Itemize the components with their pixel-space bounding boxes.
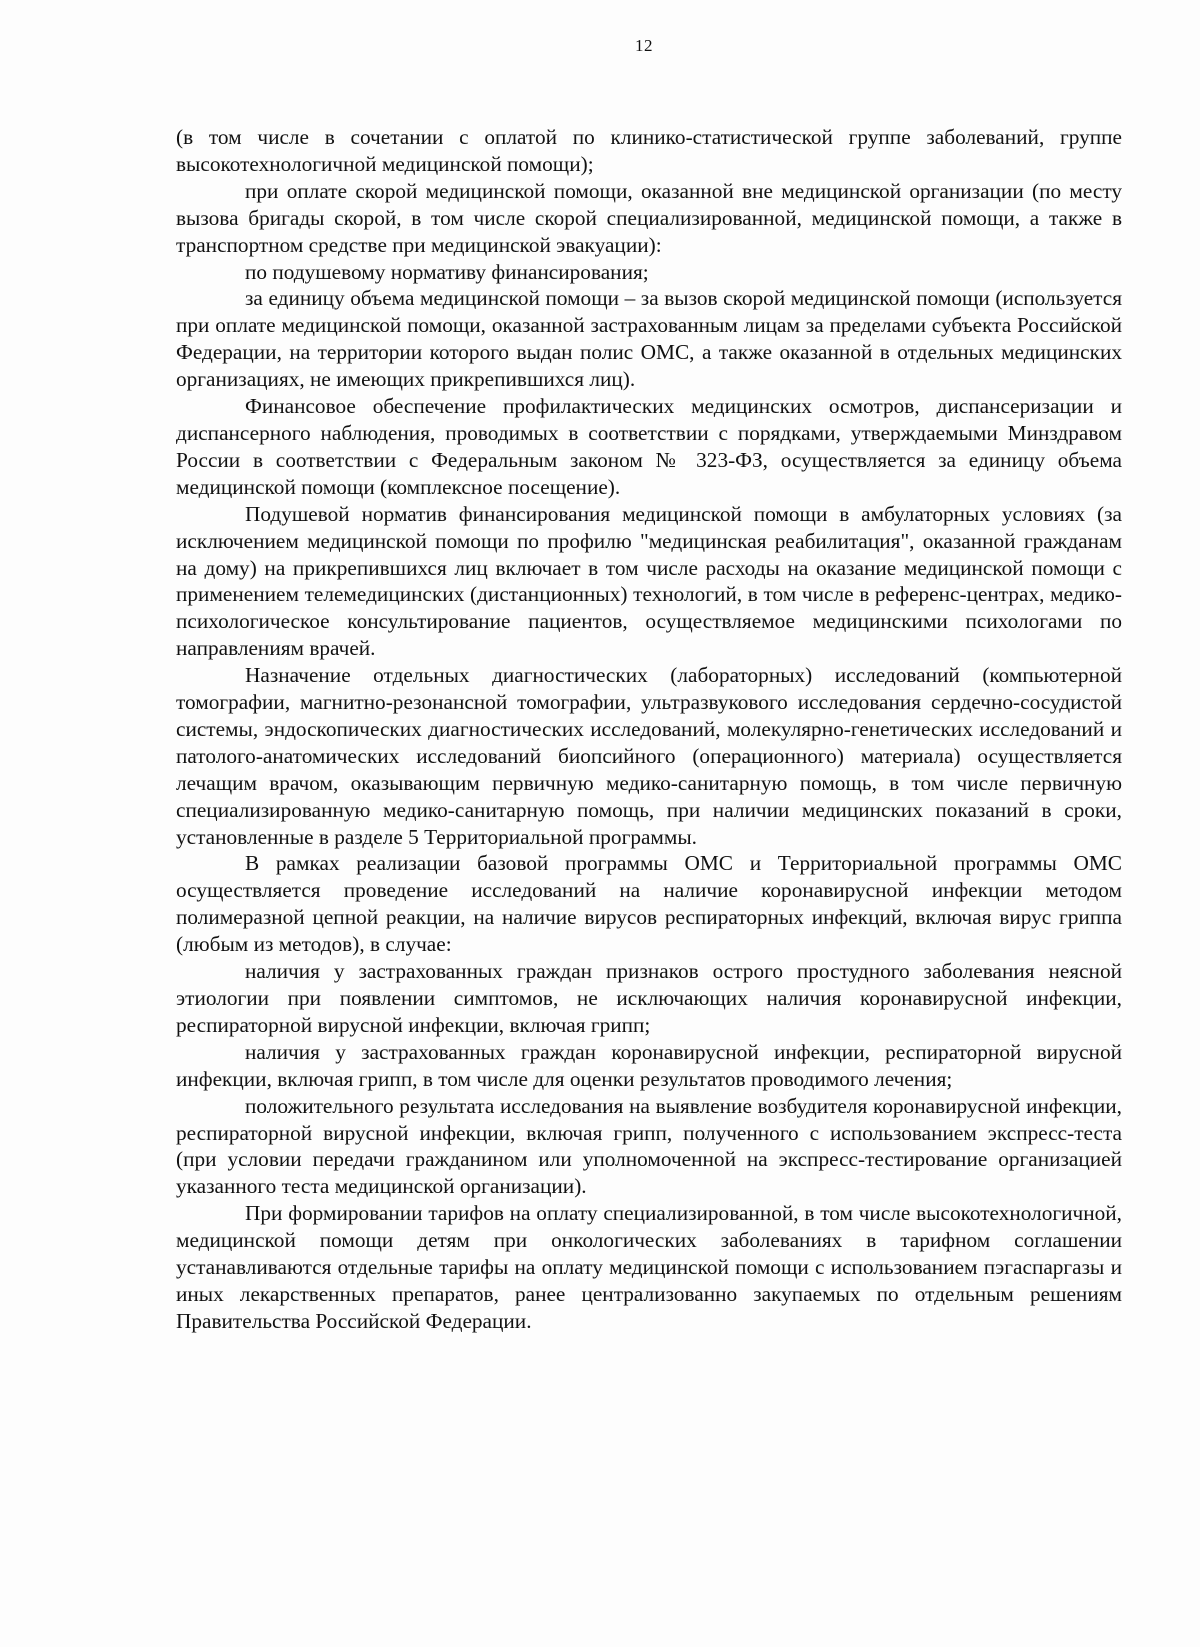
paragraph: при оплате скорой медицинской помощи, оказанной вне медицинской организации (по месту вызова бригады скорой, в том числе скорой специализированной, медицинской помощи, а также в транспортном средстве при медицинской эвакуации): <box>176 178 1122 257</box>
paragraph: наличия у застрахованных граждан признаков острого простудного заболевания неясной этиологии при появлении симптомов, не исключающих наличия коронавирусной инфекции, респираторной вирусной инфекции, включая грипп; <box>176 959 1122 1037</box>
paragraph: Финансовое обеспечение профилактических медицинских осмотров, диспансеризации и диспансерного наблюдения, проводимых в соответствии с порядками, утверждаемыми Минздравом России в соответствии с Федеральным законом № 323-ФЗ, осуществляется за единицу объема медицинской помощи (комплексное посещение). <box>176 394 1122 499</box>
paragraph: за единицу объема медицинской помощи – за вызов скорой медицинской помощи (используется при оплате медицинской помощи, оказанной застрахованным лицам за пределами субъекта Российской Федерации, на территории которого выдан полис ОМС, а также оказанной в отдельных медицинских организациях, не имеющих прикрепившихся лиц). <box>176 286 1122 392</box>
paragraph: наличия у застрахованных граждан коронавирусной инфекции, респираторной вирусной инфекции, включая грипп, в том числе для оценки результатов проводимого лечения; <box>176 1039 1122 1091</box>
document-body <box>176 124 1122 1335</box>
paragraph: по подушевому нормативу финансирования; <box>245 259 649 284</box>
paragraph-continuation: (в том числе в сочетании с оплатой по клинико-статистической группе заболеваний, группе высокотехнологичной медицинской помощи); <box>176 125 1122 176</box>
paragraph: Подушевой норматив финансирования медицинской помощи в амбулаторных условиях (за исключением медицинской помощи по профилю "медицинская реабилитация", оказанной гражданам на дому) на прикрепившихся лиц включает в том числе расходы на оказание медицинской помощи с применением телемедицинских (дистанционных) технологий, в том числе в референс-центрах, медико-психологическое консультирование пациентов, осуществляемое медицинскими психологами по направлениям врачей. <box>176 501 1122 661</box>
paragraph: положительного результата исследования на выявление возбудителя коронавирусной инфекции, респираторной вирусной инфекции, включая грипп, полученного с использованием экспресс-теста (при условии передачи гражданином или уполномоченной на экспресс-тестирование организацией указанного теста медицинской организации). <box>176 1093 1122 1199</box>
paragraph: Назначение отдельных диагностических (лабораторных) исследований (компьютерной томографии, магнитно-резонансной томографии, ультразвукового исследования сердечно-сосудистой системы, эндоскопических диагностических исследований, молекулярно-генетических исследований и патолого-анатомических исследований биопсийного (операционного) материала) осуществляется лечащим врачом, оказывающим первичную медико-санитарную помощь, в том числе первичную специализированную медико-санитарную помощь, при наличии медицинских показаний в сроки, установленные в разделе 5 Территориальной программы. <box>176 663 1122 849</box>
page-number: 12 <box>635 36 653 55</box>
paragraph: В рамках реализации базовой программы ОМС и Территориальной программы ОМС осуществляется проведение исследований на наличие коронавирусной инфекции методом полимеразной цепной реакции, на наличие вирусов респираторных инфекций, включая вирус гриппа (любым из методов), в случае: <box>176 851 1122 957</box>
paragraph: При формировании тарифов на оплату специализированной, в том числе высокотехнологичной, медицинской помощи детям при онкологических заболеваниях в тарифном соглашении устанавливаются отдельные тарифы на оплату медицинской помощи с использованием пэгаспаргазы и иных лекарственных препаратов, ранее централизованно закупаемых по отдельным решениям Правительства Российской Федерации. <box>176 1201 1122 1333</box>
